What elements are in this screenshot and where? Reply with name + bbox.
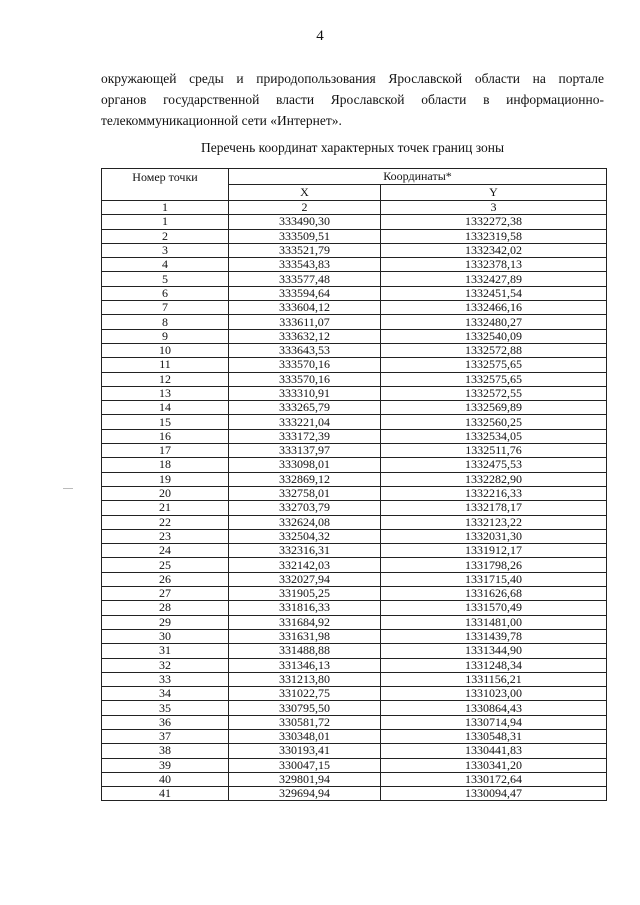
cell-point-number: 12 — [102, 372, 229, 386]
table-row — [102, 672, 607, 686]
table-row — [102, 343, 607, 357]
cell-x: 332316,31 — [229, 544, 381, 558]
table-row — [102, 329, 607, 343]
cell-point-number: 41 — [102, 787, 229, 801]
cell-point-number: 39 — [102, 758, 229, 772]
table-row — [102, 787, 607, 801]
table-row — [102, 687, 607, 701]
table-row — [102, 401, 607, 415]
table-body — [102, 215, 607, 801]
cell-x: 332624,08 — [229, 515, 381, 529]
table-row — [102, 386, 607, 400]
table-row — [102, 629, 607, 643]
table-row — [102, 558, 607, 572]
cell-x: 333310,91 — [229, 386, 381, 400]
cell-y: 1331481,00 — [381, 615, 607, 629]
cell-y: 1331023,00 — [381, 687, 607, 701]
cell-x: 331905,25 — [229, 587, 381, 601]
cell-y: 1332427,89 — [381, 272, 607, 286]
cell-x: 332758,01 — [229, 486, 381, 500]
cell-y: 1332342,02 — [381, 243, 607, 257]
cell-point-number: 16 — [102, 429, 229, 443]
header-coordinates: Координаты* — [229, 169, 607, 185]
cell-x: 333604,12 — [229, 301, 381, 315]
cell-x: 331488,88 — [229, 644, 381, 658]
table-row — [102, 772, 607, 786]
cell-y: 1332475,53 — [381, 458, 607, 472]
cell-y: 1332123,22 — [381, 515, 607, 529]
cell-point-number: 25 — [102, 558, 229, 572]
cell-y: 1331439,78 — [381, 629, 607, 643]
cell-y: 1330094,47 — [381, 787, 607, 801]
cell-x: 333490,30 — [229, 215, 381, 229]
table-row — [102, 744, 607, 758]
cell-y: 1330714,94 — [381, 715, 607, 729]
cell-point-number: 32 — [102, 658, 229, 672]
cell-y: 1332378,13 — [381, 258, 607, 272]
cell-y: 1332216,33 — [381, 486, 607, 500]
intro-paragraph — [101, 68, 604, 131]
cell-x: 331213,80 — [229, 672, 381, 686]
cell-point-number: 30 — [102, 629, 229, 643]
cell-y: 1330864,43 — [381, 701, 607, 715]
header-x: X — [229, 185, 381, 201]
table-row — [102, 515, 607, 529]
cell-y: 1332575,65 — [381, 358, 607, 372]
header-y: Y — [381, 185, 607, 201]
table-row — [102, 415, 607, 429]
cell-x: 331022,75 — [229, 687, 381, 701]
cell-x: 331684,92 — [229, 615, 381, 629]
cell-x: 332027,94 — [229, 572, 381, 586]
table-row — [102, 658, 607, 672]
table-row — [102, 644, 607, 658]
cell-x: 332869,12 — [229, 472, 381, 486]
cell-y: 1332572,88 — [381, 343, 607, 357]
cell-y: 1332575,65 — [381, 372, 607, 386]
table-row — [102, 715, 607, 729]
cell-point-number: 14 — [102, 401, 229, 415]
cell-y: 1330341,20 — [381, 758, 607, 772]
table-row — [102, 701, 607, 715]
cell-x: 329694,94 — [229, 787, 381, 801]
cell-y: 1331798,26 — [381, 558, 607, 572]
header-point-number: Номер точки — [102, 169, 229, 201]
table-row — [102, 472, 607, 486]
cell-point-number: 38 — [102, 744, 229, 758]
cell-point-number: 35 — [102, 701, 229, 715]
cell-point-number: 2 — [102, 229, 229, 243]
cell-point-number: 37 — [102, 729, 229, 743]
cell-point-number: 15 — [102, 415, 229, 429]
cell-point-number: 7 — [102, 301, 229, 315]
table-row — [102, 315, 607, 329]
cell-point-number: 33 — [102, 672, 229, 686]
cell-point-number: 4 — [102, 258, 229, 272]
cell-y: 1332560,25 — [381, 415, 607, 429]
table-row — [102, 301, 607, 315]
cell-y: 1331570,49 — [381, 601, 607, 615]
cell-point-number: 22 — [102, 515, 229, 529]
cell-point-number: 34 — [102, 687, 229, 701]
page-number: 4 — [316, 28, 324, 44]
cell-y: 1332511,76 — [381, 444, 607, 458]
cell-x: 332142,03 — [229, 558, 381, 572]
cell-point-number: 26 — [102, 572, 229, 586]
cell-x: 333543,83 — [229, 258, 381, 272]
cell-point-number: 28 — [102, 601, 229, 615]
cell-x: 331346,13 — [229, 658, 381, 672]
cell-x: 333577,48 — [229, 272, 381, 286]
cell-point-number: 8 — [102, 315, 229, 329]
cell-x: 330348,01 — [229, 729, 381, 743]
table-row — [102, 272, 607, 286]
cell-point-number: 36 — [102, 715, 229, 729]
cell-point-number: 21 — [102, 501, 229, 515]
table-row — [102, 372, 607, 386]
cell-x: 333521,79 — [229, 243, 381, 257]
table-row — [102, 601, 607, 615]
cell-x: 333509,51 — [229, 229, 381, 243]
table-row — [102, 486, 607, 500]
cell-y: 1332466,16 — [381, 301, 607, 315]
cell-x: 333611,07 — [229, 315, 381, 329]
cell-x: 330795,50 — [229, 701, 381, 715]
column-number: 1 — [102, 201, 229, 215]
table-row — [102, 501, 607, 515]
cell-y: 1332178,17 — [381, 501, 607, 515]
cell-x: 333172,39 — [229, 429, 381, 443]
cell-y: 1332319,58 — [381, 229, 607, 243]
column-number: 2 — [229, 201, 381, 215]
cell-point-number: 24 — [102, 544, 229, 558]
cell-x: 333632,12 — [229, 329, 381, 343]
cell-x: 333643,53 — [229, 343, 381, 357]
cell-y: 1331715,40 — [381, 572, 607, 586]
cell-x: 331631,98 — [229, 629, 381, 643]
table-row — [102, 429, 607, 443]
cell-y: 1330172,64 — [381, 772, 607, 786]
table-row — [102, 229, 607, 243]
table-row — [102, 444, 607, 458]
cell-y: 1332272,38 — [381, 215, 607, 229]
cell-point-number: 27 — [102, 587, 229, 601]
table-title: Перечень координат характерных точек границ зоны — [200, 140, 505, 155]
cell-x: 331816,33 — [229, 601, 381, 615]
cell-point-number: 6 — [102, 286, 229, 300]
cell-y: 1331248,34 — [381, 658, 607, 672]
cell-point-number: 10 — [102, 343, 229, 357]
cell-point-number: 20 — [102, 486, 229, 500]
table-row — [102, 529, 607, 543]
cell-x: 333098,01 — [229, 458, 381, 472]
cell-point-number: 3 — [102, 243, 229, 257]
cell-y: 1331912,17 — [381, 544, 607, 558]
table-row — [102, 587, 607, 601]
scan-margin-mark — [63, 488, 73, 489]
coordinates-table — [101, 168, 607, 801]
cell-x: 329801,94 — [229, 772, 381, 786]
cell-point-number: 19 — [102, 472, 229, 486]
cell-point-number: 5 — [102, 272, 229, 286]
cell-x: 333137,97 — [229, 444, 381, 458]
intro-line: окружающей среды и природопользования Ярославской области на портале — [101, 71, 604, 86]
cell-x: 333570,16 — [229, 358, 381, 372]
table-row — [102, 286, 607, 300]
cell-point-number: 40 — [102, 772, 229, 786]
cell-y: 1332540,09 — [381, 329, 607, 343]
cell-y: 1332282,90 — [381, 472, 607, 486]
table-row — [102, 729, 607, 743]
intro-line: органов государственной власти Ярославской области в информационно- — [101, 92, 604, 107]
table-row — [102, 572, 607, 586]
cell-x: 330047,15 — [229, 758, 381, 772]
cell-x: 333265,79 — [229, 401, 381, 415]
cell-y: 1331344,90 — [381, 644, 607, 658]
table-row — [102, 258, 607, 272]
table-row — [102, 758, 607, 772]
cell-point-number: 29 — [102, 615, 229, 629]
cell-y: 1332451,54 — [381, 286, 607, 300]
column-number: 3 — [381, 201, 607, 215]
cell-y: 1332031,30 — [381, 529, 607, 543]
cell-x: 333221,04 — [229, 415, 381, 429]
table-row — [102, 544, 607, 558]
cell-point-number: 13 — [102, 386, 229, 400]
intro-line: телекоммуникационной сети «Интернет». — [101, 113, 342, 128]
cell-point-number: 31 — [102, 644, 229, 658]
cell-y: 1332534,05 — [381, 429, 607, 443]
cell-x: 332703,79 — [229, 501, 381, 515]
cell-y: 1330441,83 — [381, 744, 607, 758]
cell-x: 332504,32 — [229, 529, 381, 543]
cell-point-number: 1 — [102, 215, 229, 229]
cell-point-number: 17 — [102, 444, 229, 458]
cell-y: 1332480,27 — [381, 315, 607, 329]
cell-y: 1330548,31 — [381, 729, 607, 743]
cell-x: 330581,72 — [229, 715, 381, 729]
table-row — [102, 458, 607, 472]
cell-y: 1331156,21 — [381, 672, 607, 686]
cell-x: 333594,64 — [229, 286, 381, 300]
cell-x: 330193,41 — [229, 744, 381, 758]
cell-x: 333570,16 — [229, 372, 381, 386]
cell-y: 1332572,55 — [381, 386, 607, 400]
table-row — [102, 243, 607, 257]
table-row — [102, 358, 607, 372]
table-row — [102, 615, 607, 629]
cell-point-number: 11 — [102, 358, 229, 372]
cell-y: 1331626,68 — [381, 587, 607, 601]
table-row — [102, 215, 607, 229]
cell-point-number: 23 — [102, 529, 229, 543]
cell-point-number: 18 — [102, 458, 229, 472]
cell-point-number: 9 — [102, 329, 229, 343]
cell-y: 1332569,89 — [381, 401, 607, 415]
